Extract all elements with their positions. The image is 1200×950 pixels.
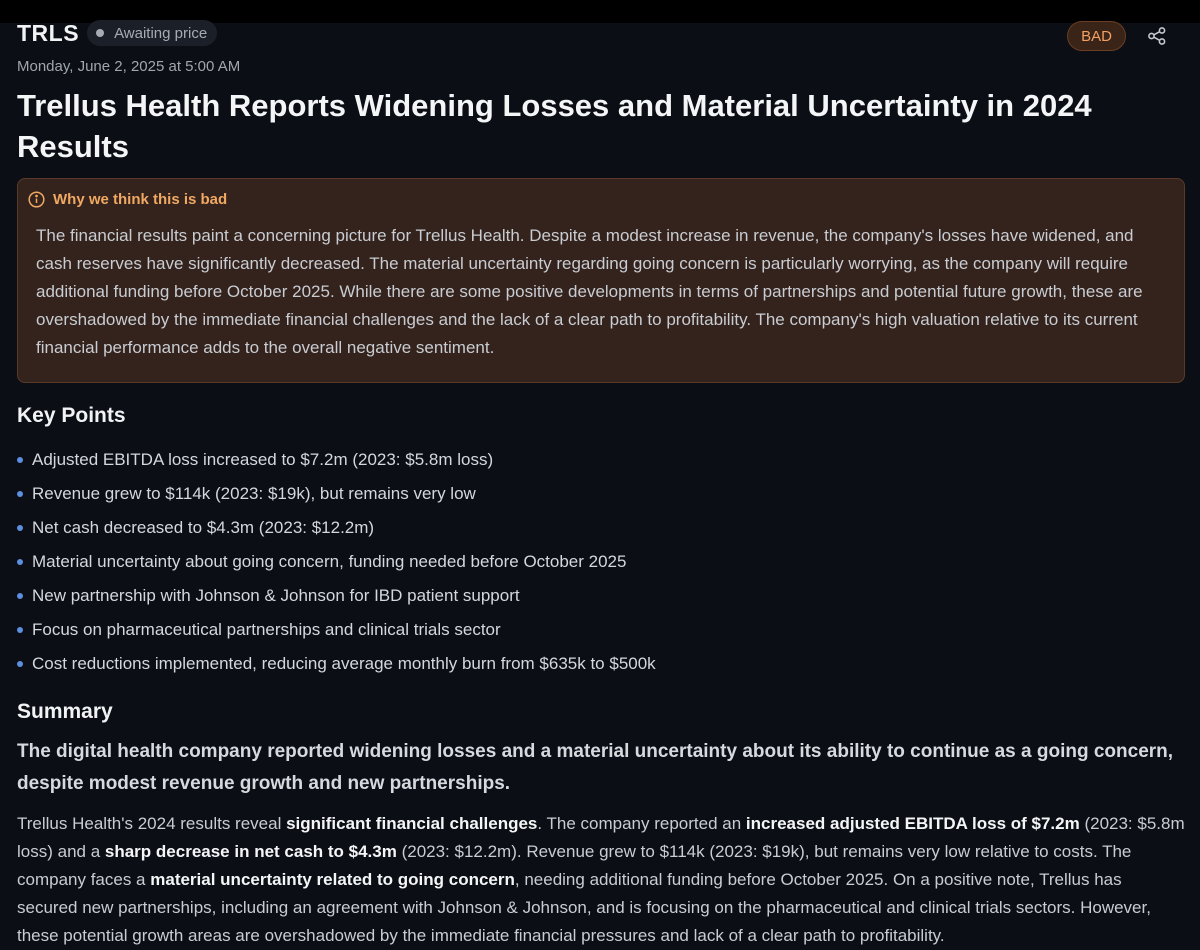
bullet-icon: [17, 627, 23, 633]
key-point-item: [17, 443, 1185, 477]
summary-lead: The digital health company reported widening losses and a material uncertainty about its ability to continue as a going concern, despite modest revenue growth and new partnerships.: [17, 741, 1174, 794]
summary-text: (2023: $12.2m). Revenue grew to $114k (2023: $19k), but remains very low relative to costs. The company faces a: [17, 842, 1132, 889]
publish-date: Monday, June 2, 2025 at 5:00 AM: [17, 58, 241, 75]
price-status-pill: [87, 20, 217, 46]
reason-heading-text: Why we think this is bad: [53, 190, 228, 208]
header-actions: [1067, 21, 1168, 51]
key-point-text: Focus on pharmaceutical partnerships and clinical trials sector: [32, 620, 501, 639]
key-point-text: Cost reductions implemented, reducing average monthly burn from $635k to $500k: [32, 654, 656, 673]
key-point-text: Revenue grew to $114k (2023: $19k), but remains very low: [32, 484, 476, 503]
summary-highlight: increased adjusted EBITDA loss of $7.2m: [745, 814, 1080, 833]
price-status-label: Awaiting price: [114, 24, 208, 42]
sentiment-badge: BAD: [1067, 21, 1126, 51]
key-points-heading: Key Points: [17, 404, 126, 427]
summary-heading: Summary: [17, 700, 113, 723]
bullet-icon: [17, 457, 23, 463]
reason-body: The financial results paint a concerning picture for Trellus Health. Despite a modest increase in revenue, the company's losses have widened, and cash reserves have significantly decreased. The material uncertainty regarding going concern is particularly worrying, as the company will require additional funding before October 2025. While there are some positive developments in terms of partnerships and potential future growth, these are overshadowed by the immediate financial challenges and the lack of a clear path to profitability. The company's high valuation relative to its current financial performance adds to the overall negative sentiment.: [36, 226, 1143, 357]
key-point-text: Material uncertainty about going concern, funding needed before October 2025: [32, 552, 627, 571]
article-title: Trellus Health Reports Widening Losses and Material Uncertainty in 2024 Results: [17, 88, 1092, 164]
key-point-item: [17, 613, 1185, 647]
summary-text: Trellus Health's 2024 results reveal: [17, 814, 287, 833]
bullet-icon: [17, 491, 23, 497]
summary-highlight: significant financial challenges: [286, 814, 538, 833]
summary-body: [17, 810, 1185, 950]
key-point-item: [17, 511, 1185, 545]
reason-heading: [27, 190, 1168, 208]
bullet-icon: [17, 593, 23, 599]
ticker-symbol[interactable]: TRLS: [17, 19, 80, 46]
key-point-item: [17, 647, 1185, 681]
key-points-list: [17, 443, 1185, 681]
key-point-text: New partnership with Johnson & Johnson for IBD patient support: [32, 586, 520, 605]
article-header: [17, 20, 1185, 46]
key-point-item: [17, 477, 1185, 511]
share-icon[interactable]: [1146, 25, 1168, 47]
summary-text: , needing additional funding before October 2025. On a positive note, Trellus has secured new partnerships, including an agreement with Johnson & Johnson, and is focusing on the pharmaceutical and clinical trials sectors. However, these potential growth areas are overshadowed by the immediate financial pressures and lack of a clear path to profitability.: [17, 870, 1151, 945]
key-point-text: Net cash decreased to $4.3m (2023: $12.2m): [32, 518, 375, 537]
article-page: [17, 20, 1185, 950]
key-point-text: Adjusted EBITDA loss increased to $7.2m (2023: $5.8m loss): [32, 450, 494, 469]
summary-highlight: material uncertainty related to going concern: [150, 870, 515, 889]
bullet-icon: [17, 661, 23, 667]
summary-text: (2023: $5.8m loss) and a: [17, 814, 1185, 861]
summary-highlight: sharp decrease in net cash to $4.3m: [104, 842, 397, 861]
bullet-icon: [17, 559, 23, 565]
bullet-icon: [17, 525, 23, 531]
info-icon: [27, 190, 45, 208]
summary-text: . The company reported an: [537, 814, 746, 833]
status-dot-icon: [96, 29, 104, 37]
key-point-item: [17, 545, 1185, 579]
sentiment-reason-box: [17, 178, 1185, 383]
key-point-item: [17, 579, 1185, 613]
